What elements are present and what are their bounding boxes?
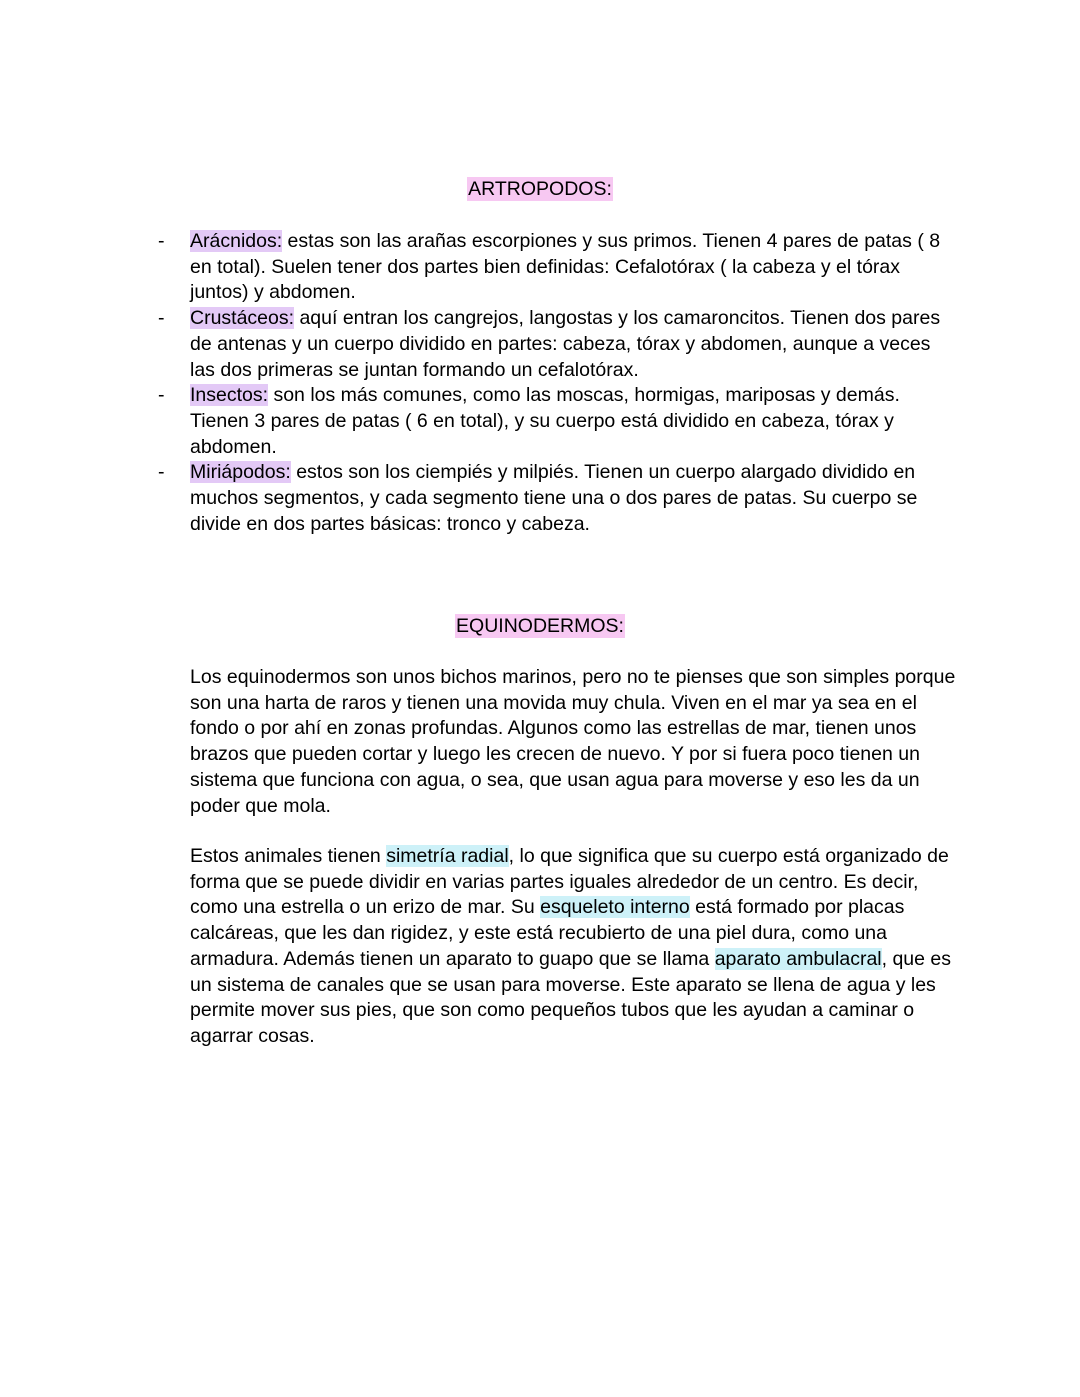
keyword-simetria-radial: simetría radial (386, 845, 509, 867)
text-miriapodos: estos son los ciempiés y milpiés. Tienen un cuerpo alargado dividido en muchos segmentos, y cada segmento tiene una o dos pares de patas. Su cuerpo se divide en dos partes básicas: tronco y cabeza. (190, 461, 918, 535)
paragraph-text: , que es un sistema de canales que se usan para moverse. Este aparato se llena de agua y les permite mover sus pies, que son como pequeños tubos que les ayudan a caminar o agarrar cosas. (190, 947, 952, 1047)
term-insectos: Insectos: (190, 384, 269, 407)
term-crustaceos: Crustáceos: (190, 307, 295, 330)
term-aracnidos: Arácnidos: (190, 230, 283, 252)
artropodos-title: ARTROPODOS: (468, 178, 612, 200)
text-crustaceos: aquí entran los cangrejos, langostas y los camaroncitos. Tienen dos pares de antenas y un cuerpo dividido en partes: cabeza, tórax y abdomen, aunque a veces las dos primeras se juntan formando un cefalotórax. (190, 307, 941, 381)
text-aracnidos: estas son las arañas escorpiones y sus primos. Tienen 4 pares de patas ( 8 en total). Suelen tener dos partes bien definidas: Cefalotórax ( la cabeza y el tórax juntos) y abdomen. (190, 230, 941, 304)
paragraph-text: Estos animales tienen (190, 845, 387, 867)
equinodermos-title: EQUINODERMOS: (456, 615, 624, 637)
artropodos-heading (0, 176, 1080, 202)
text-insectos: son los más comunes, como las moscas, hormigas, mariposas y demás. Tienen 3 pares de patas ( 6 en total), y su cuerpo está dividido en cabeza, tórax y abdomen. (190, 384, 900, 458)
artropodos-list (0, 229, 1080, 537)
list-item-crustaceos (0, 306, 955, 383)
bullet-dash: - (158, 230, 165, 252)
equinodermos-paragraph-1: Los equinodermos son unos bichos marinos, pero no te pienses que son simples porque son una harta de raros y tienen una movida muy chula. Viven en el mar ya sea en el fondo o por ahí en zonas profundas. Algunos como las estrellas de mar, tienen unos brazos que pueden cortar y luego les crecen de nuevo. Y por si fuera poco tienen un sistema que funciona con agua, o sea, que usan agua para moverse y eso les da un poder que mola. (190, 666, 956, 817)
term-miriapodos: Miriápodos: (190, 461, 291, 484)
keyword-aparato-ambulacral: aparato ambulacral (714, 947, 882, 970)
bullet-dash: - (158, 384, 165, 407)
list-item-miriapodos (0, 460, 955, 537)
list-item-aracnidos (0, 229, 955, 306)
paragraph-text: está formado por placas calcáreas, que les dan rigidez, y este está recubierto de una piel dura, como una armadura. Además tienen un aparato to guapo que se llama (190, 896, 905, 970)
bullet-dash: - (158, 461, 165, 484)
equinodermos-heading (0, 613, 1080, 639)
keyword-esqueleto-interno: esqueleto interno (540, 896, 690, 919)
equinodermos-paragraph-2 (190, 844, 960, 1050)
bullet-dash: - (158, 307, 165, 330)
paragraph-text: , lo que significa que su cuerpo está organizado de forma que se puede dividir en varias partes iguales alrededor de un centro. Es decir, como una estrella o un erizo de mar. Su (190, 845, 949, 919)
list-item-insectos (0, 383, 955, 460)
